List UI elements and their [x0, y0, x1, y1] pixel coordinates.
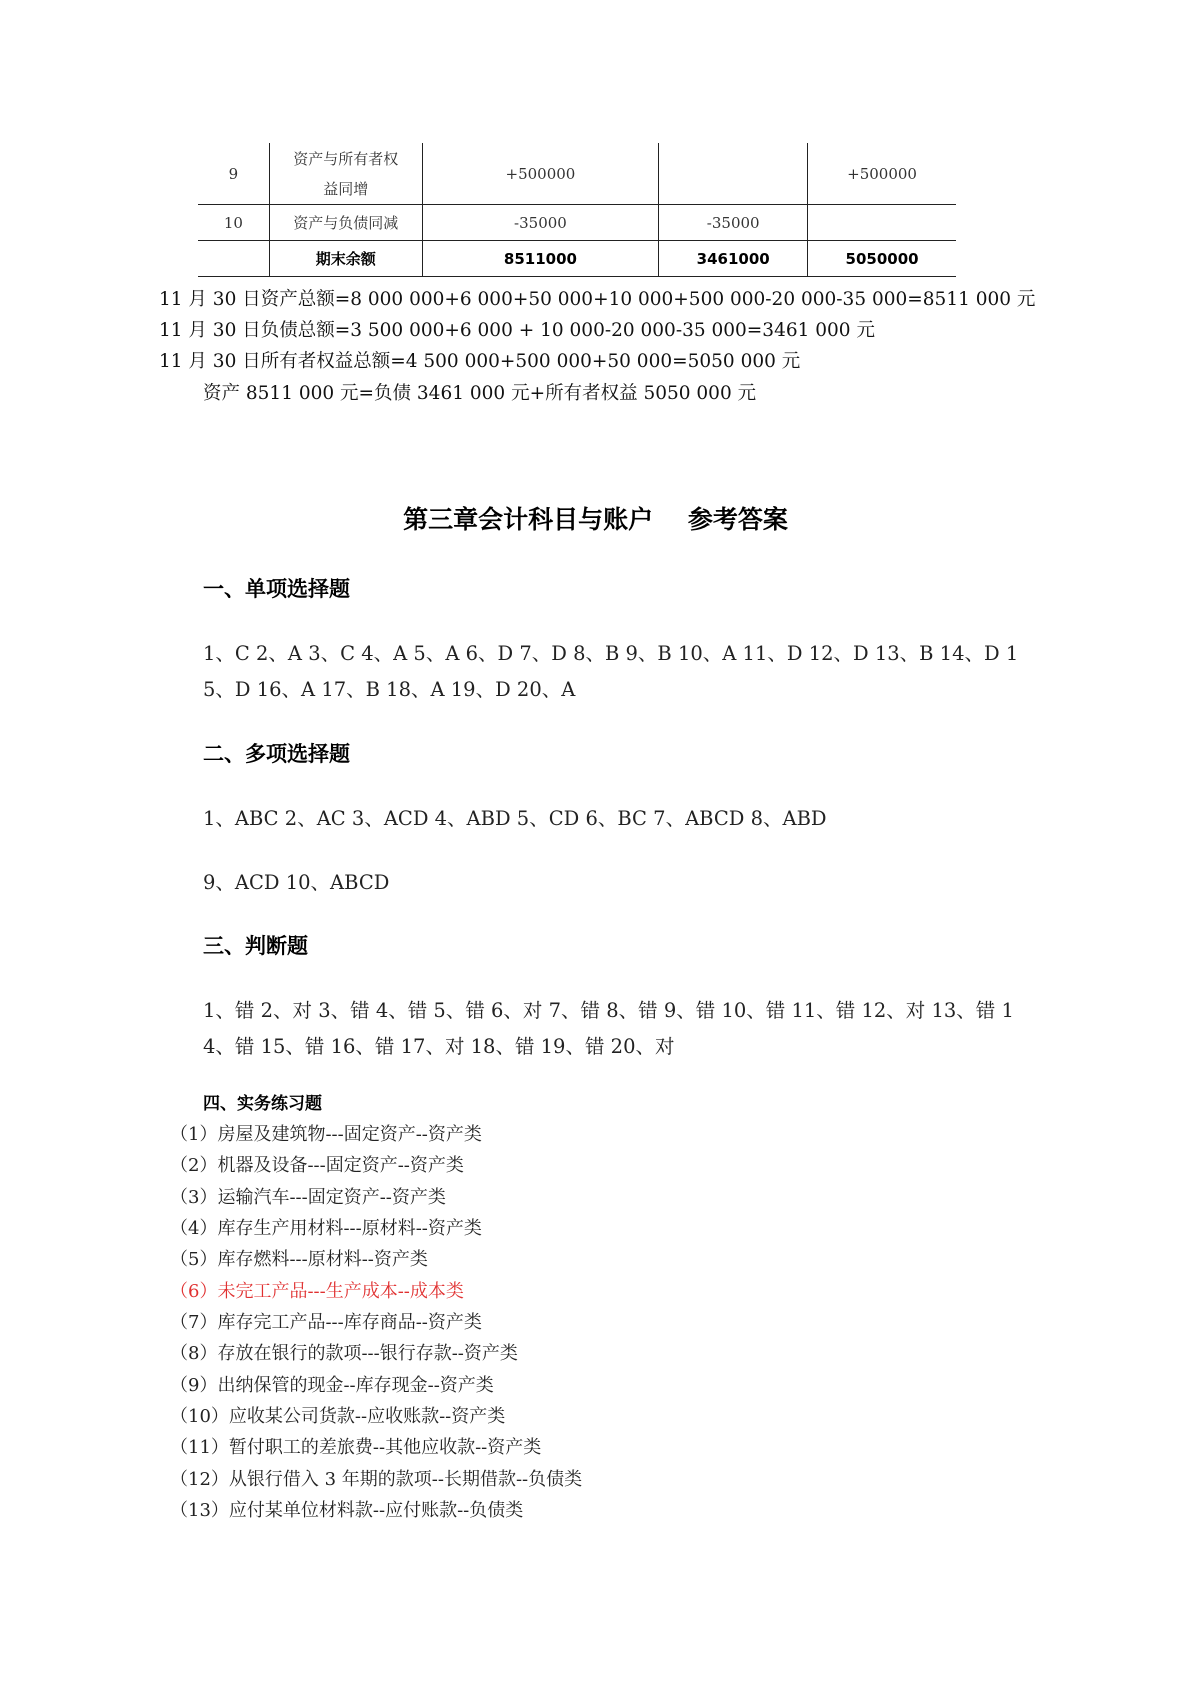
multiple-choice-answers-line2: 9、ACD 10、ABCD: [203, 871, 390, 894]
equity-cell: +500000: [808, 143, 956, 205]
list-item: （7）库存完工产品---库存商品--资产类: [170, 1312, 482, 1333]
list-item: （3）运输汽车---固定资产--资产类: [170, 1187, 446, 1208]
row-description: [269, 143, 422, 205]
liability-cell: -35000: [659, 205, 808, 241]
summary-liability-total: 11 月 30 日负债总额=3 500 000+6 000 + 10 000-20 000-35 000=3461 000 元: [159, 320, 875, 341]
list-item: （10）应收某公司货款--应收账款--资产类: [170, 1406, 506, 1427]
summary-equation: 资产 8511 000 元=负债 3461 000 元+所有者权益 5050 000 元: [203, 383, 757, 404]
section-heading-true-false: 三、判断题: [203, 934, 308, 958]
chapter-title: 第三章会计科目与账户 参考答案: [403, 505, 788, 534]
multiple-choice-answers-line1: 1、ABC 2、AC 3、ACD 4、ABD 5、CD 6、BC 7、ABCD 8、ABD: [203, 807, 827, 830]
list-item: （11）暂付职工的差旅费--其他应收款--资产类: [170, 1437, 542, 1458]
list-item: （9）出纳保管的现金--库存现金--资产类: [170, 1375, 494, 1396]
equity-total: 5050000: [808, 241, 956, 277]
liability-cell: [659, 143, 808, 205]
summary-asset-total: 11 月 30 日资产总额=8 000 000+6 000+50 000+10 000+500 000-20 000-35 000=8511 000 元: [159, 289, 1036, 310]
list-item: （5）库存燃料---原材料--资产类: [170, 1249, 428, 1270]
list-item: （1）房屋及建筑物---固定资产--资产类: [170, 1124, 482, 1145]
table-row: [198, 143, 956, 205]
row-number: 9: [198, 143, 269, 205]
row-description: 期末余额: [269, 241, 422, 277]
list-item-highlighted: （6）未完工产品---生产成本--成本类: [170, 1281, 464, 1302]
row-description-line1: 资产与所有者权: [293, 149, 399, 168]
list-item: （8）存放在银行的款项---银行存款--资产类: [170, 1343, 518, 1364]
true-false-answers: 1、错 2、对 3、错 4、错 5、错 6、对 7、错 8、错 9、错 10、错 11、错 12、对 13、错 14、错 15、错 16、错 17、对 18、错 19、错 20、对: [203, 999, 1014, 1058]
list-item: （2）机器及设备---固定资产--资产类: [170, 1155, 464, 1176]
asset-cell: -35000: [422, 205, 659, 241]
summary-equity-total: 11 月 30 日所有者权益总额=4 500 000+500 000+50 000=5050 000 元: [159, 351, 801, 372]
single-choice-answers: 1、C 2、A 3、C 4、A 5、A 6、D 7、D 8、B 9、B 10、A 11、D 12、D 13、B 14、D 15、D 16、A 17、B 18、A 19、D 20、A: [203, 642, 1019, 701]
section-heading-practice: 四、实务练习题: [203, 1094, 322, 1114]
liability-total: 3461000: [659, 241, 808, 277]
list-item: （12）从银行借入 3 年期的款项--长期借款--负债类: [170, 1469, 583, 1490]
balance-table: [198, 143, 956, 277]
section-heading-multiple-choice: 二、多项选择题: [203, 742, 350, 766]
asset-total: 8511000: [422, 241, 659, 277]
row-number: 10: [198, 205, 269, 241]
section-heading-single-choice: 一、单项选择题: [203, 577, 350, 601]
list-item: （4）库存生产用材料---原材料--资产类: [170, 1218, 482, 1239]
row-number: [198, 241, 269, 277]
list-item: （13）应付某单位材料款--应付账款--负债类: [170, 1500, 524, 1521]
row-description: 资产与负债同减: [269, 205, 422, 241]
table-total-row: [198, 241, 956, 277]
asset-cell: +500000: [422, 143, 659, 205]
table-row: [198, 205, 956, 241]
equity-cell: [808, 205, 956, 241]
row-description-line2: 益同增: [323, 179, 369, 198]
